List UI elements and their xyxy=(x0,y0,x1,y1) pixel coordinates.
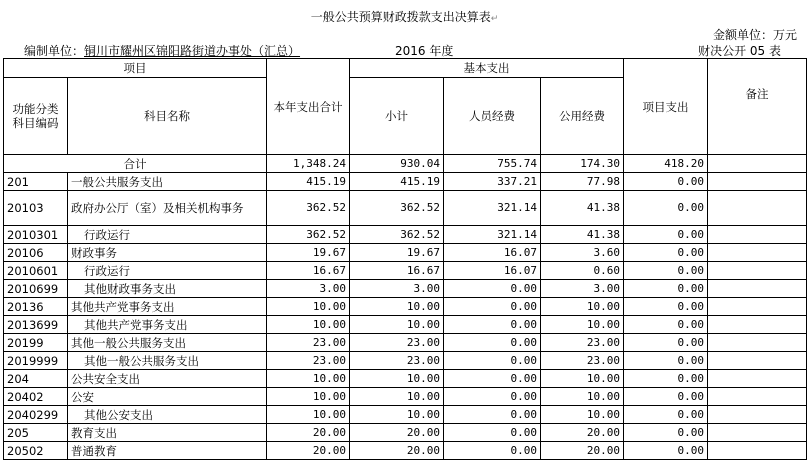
row-personnel: 321.14 xyxy=(444,226,541,244)
table-row xyxy=(4,442,807,460)
row-project: 0.00 xyxy=(624,262,708,280)
row-remark xyxy=(708,280,807,298)
row-project: 0.00 xyxy=(624,244,708,262)
row-public: 20.00 xyxy=(541,424,624,442)
row-personnel: 0.00 xyxy=(444,424,541,442)
row-personnel: 0.00 xyxy=(444,442,541,460)
row-project: 0.00 xyxy=(624,424,708,442)
row-subtotal: 20.00 xyxy=(350,442,444,460)
report-meta xyxy=(0,42,809,58)
header-subject-name: 科目名称 xyxy=(68,78,267,155)
row-name: 其他共产党事务支出 xyxy=(68,298,267,316)
row-personnel: 16.07 xyxy=(444,244,541,262)
compiling-unit-name: 铜川市耀州区锦阳路街道办事处（汇总） xyxy=(84,44,301,58)
row-code: 2019999 xyxy=(4,352,68,370)
total-row xyxy=(4,155,807,173)
row-remark xyxy=(708,226,807,244)
total-personnel: 755.74 xyxy=(444,155,541,173)
row-total: 20.00 xyxy=(267,424,350,442)
header-subtotal: 小计 xyxy=(350,78,444,155)
row-project: 0.00 xyxy=(624,280,708,298)
row-code: 205 xyxy=(4,424,68,442)
row-total: 3.00 xyxy=(267,280,350,298)
row-personnel: 0.00 xyxy=(444,388,541,406)
row-public: 41.38 xyxy=(541,191,624,226)
row-project: 0.00 xyxy=(624,298,708,316)
row-remark xyxy=(708,262,807,280)
row-code: 201 xyxy=(4,173,68,191)
page-title: 一般公共预算财政拨款支出决算表↵ xyxy=(310,10,499,24)
total-total: 1,348.24 xyxy=(267,155,350,173)
row-name: 教育支出 xyxy=(68,424,267,442)
row-public: 0.60 xyxy=(541,262,624,280)
header-personnel: 人员经费 xyxy=(444,78,541,155)
form-code: 财决公开 05 表 xyxy=(698,44,781,58)
compiling-unit: 编制单位：铜川市耀州区锦阳路街道办事处（汇总） xyxy=(24,44,301,58)
row-code: 20106 xyxy=(4,244,68,262)
row-total: 10.00 xyxy=(267,370,350,388)
total-public: 174.30 xyxy=(541,155,624,173)
row-public: 10.00 xyxy=(541,298,624,316)
row-remark xyxy=(708,406,807,424)
table-row xyxy=(4,388,807,406)
table-row xyxy=(4,262,807,280)
row-personnel: 337.21 xyxy=(444,173,541,191)
row-name: 其他一般公共服务支出 xyxy=(68,334,267,352)
row-name: 其他公安支出 xyxy=(68,406,267,424)
row-remark xyxy=(708,173,807,191)
row-total: 10.00 xyxy=(267,406,350,424)
row-total: 16.67 xyxy=(267,262,350,280)
row-remark xyxy=(708,442,807,460)
row-code: 204 xyxy=(4,370,68,388)
row-code: 20402 xyxy=(4,388,68,406)
row-public: 41.38 xyxy=(541,226,624,244)
row-name: 行政运行 xyxy=(68,262,267,280)
header-basic-exp: 基本支出 xyxy=(350,59,624,78)
table-row xyxy=(4,173,807,191)
row-public: 10.00 xyxy=(541,370,624,388)
total-subtotal: 930.04 xyxy=(350,155,444,173)
row-public: 3.00 xyxy=(541,280,624,298)
row-name: 财政事务 xyxy=(68,244,267,262)
row-remark xyxy=(708,388,807,406)
row-total: 415.19 xyxy=(267,173,350,191)
row-code: 2010601 xyxy=(4,262,68,280)
row-name: 政府办公厅（室）及相关机构事务 xyxy=(68,191,267,226)
row-subtotal: 23.00 xyxy=(350,352,444,370)
header-project: 项目 xyxy=(4,59,267,78)
table-row xyxy=(4,226,807,244)
row-remark xyxy=(708,244,807,262)
row-public: 10.00 xyxy=(541,406,624,424)
row-name: 一般公共服务支出 xyxy=(68,173,267,191)
row-project: 0.00 xyxy=(624,352,708,370)
table-row xyxy=(4,298,807,316)
header-remark: 备注 xyxy=(708,59,807,155)
report-year: 2016 年度 xyxy=(395,44,454,58)
row-public: 23.00 xyxy=(541,334,624,352)
row-personnel: 16.07 xyxy=(444,262,541,280)
row-code: 2013699 xyxy=(4,316,68,334)
row-total: 19.67 xyxy=(267,244,350,262)
row-remark xyxy=(708,334,807,352)
row-project: 0.00 xyxy=(624,334,708,352)
row-code: 2040299 xyxy=(4,406,68,424)
row-name: 其他财政事务支出 xyxy=(68,280,267,298)
row-personnel: 0.00 xyxy=(444,352,541,370)
row-name: 公安 xyxy=(68,388,267,406)
row-name: 其他共产党事务支出 xyxy=(68,316,267,334)
row-personnel: 0.00 xyxy=(444,334,541,352)
total-project: 418.20 xyxy=(624,155,708,173)
header-total-exp: 本年支出合计 xyxy=(267,59,350,155)
row-public: 10.00 xyxy=(541,388,624,406)
table-row xyxy=(4,334,807,352)
row-total: 10.00 xyxy=(267,298,350,316)
row-subtotal: 23.00 xyxy=(350,334,444,352)
row-total: 10.00 xyxy=(267,316,350,334)
table-row xyxy=(4,244,807,262)
table-row xyxy=(4,316,807,334)
row-subtotal: 19.67 xyxy=(350,244,444,262)
row-subtotal: 3.00 xyxy=(350,280,444,298)
row-remark xyxy=(708,191,807,226)
row-name: 普通教育 xyxy=(68,442,267,460)
row-project: 0.00 xyxy=(624,370,708,388)
row-project: 0.00 xyxy=(624,388,708,406)
amount-unit: 金额单位：万元 xyxy=(712,28,797,42)
row-total: 23.00 xyxy=(267,334,350,352)
row-remark xyxy=(708,316,807,334)
row-remark xyxy=(708,298,807,316)
row-subtotal: 10.00 xyxy=(350,388,444,406)
row-subtotal: 362.52 xyxy=(350,226,444,244)
header-func-code: 功能分类科目编码 xyxy=(4,78,68,155)
row-total: 362.52 xyxy=(267,191,350,226)
row-public: 20.00 xyxy=(541,442,624,460)
row-name: 其他一般公共服务支出 xyxy=(68,352,267,370)
row-subtotal: 10.00 xyxy=(350,298,444,316)
row-personnel: 321.14 xyxy=(444,191,541,226)
row-public: 23.00 xyxy=(541,352,624,370)
total-remark xyxy=(708,155,807,173)
row-total: 20.00 xyxy=(267,442,350,460)
row-name: 行政运行 xyxy=(68,226,267,244)
row-personnel: 0.00 xyxy=(444,280,541,298)
row-project: 0.00 xyxy=(624,173,708,191)
table-row xyxy=(4,406,807,424)
row-project: 0.00 xyxy=(624,442,708,460)
table-row xyxy=(4,352,807,370)
row-code: 20103 xyxy=(4,191,68,226)
row-remark xyxy=(708,370,807,388)
row-name: 公共安全支出 xyxy=(68,370,267,388)
row-total: 10.00 xyxy=(267,388,350,406)
row-public: 77.98 xyxy=(541,173,624,191)
row-total: 23.00 xyxy=(267,352,350,370)
row-public: 10.00 xyxy=(541,316,624,334)
row-personnel: 0.00 xyxy=(444,406,541,424)
row-code: 2010699 xyxy=(4,280,68,298)
table-row xyxy=(4,424,807,442)
header-project-exp: 项目支出 xyxy=(624,59,708,155)
row-subtotal: 10.00 xyxy=(350,316,444,334)
row-project: 0.00 xyxy=(624,191,708,226)
row-subtotal: 20.00 xyxy=(350,424,444,442)
total-label: 合计 xyxy=(4,155,267,173)
row-subtotal: 362.52 xyxy=(350,191,444,226)
row-code: 2010301 xyxy=(4,226,68,244)
row-code: 20136 xyxy=(4,298,68,316)
paragraph-mark-icon: ↵ xyxy=(490,14,499,24)
row-subtotal: 10.00 xyxy=(350,370,444,388)
row-project: 0.00 xyxy=(624,406,708,424)
table-row xyxy=(4,370,807,388)
header-public: 公用经费 xyxy=(541,78,624,155)
row-public: 3.60 xyxy=(541,244,624,262)
row-subtotal: 10.00 xyxy=(350,406,444,424)
row-remark xyxy=(708,424,807,442)
row-subtotal: 16.67 xyxy=(350,262,444,280)
row-project: 0.00 xyxy=(624,226,708,244)
row-personnel: 0.00 xyxy=(444,316,541,334)
row-personnel: 0.00 xyxy=(444,370,541,388)
row-subtotal: 415.19 xyxy=(350,173,444,191)
row-code: 20199 xyxy=(4,334,68,352)
row-project: 0.00 xyxy=(624,316,708,334)
row-personnel: 0.00 xyxy=(444,298,541,316)
expenditure-table xyxy=(3,58,807,460)
table-row xyxy=(4,191,807,226)
row-code: 20502 xyxy=(4,442,68,460)
table-row xyxy=(4,280,807,298)
row-total: 362.52 xyxy=(267,226,350,244)
row-remark xyxy=(708,352,807,370)
